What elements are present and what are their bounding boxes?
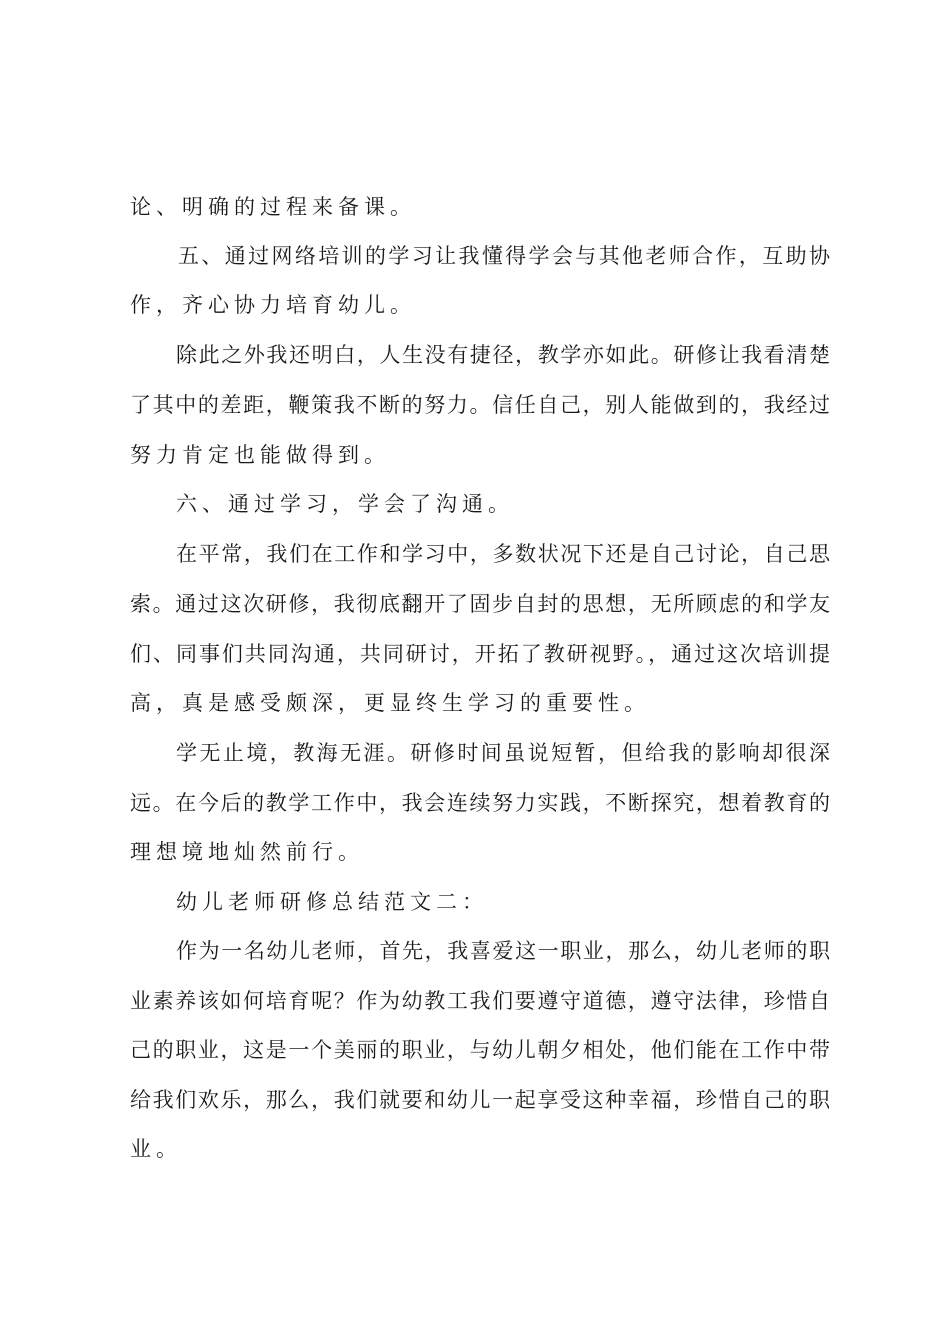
- text-line: 业素养该如何培育呢？作为幼教工我们要遵守道德，遵守法律，珍惜自: [130, 989, 830, 1013]
- text-line: 高，真是感受颇深，更显终生学习的重要性。: [130, 691, 650, 715]
- text-line: 们、同事们共同沟通，共同研讨，开拓了教研视野。，通过这次培训提: [130, 642, 830, 666]
- text-line: 业。: [130, 1137, 182, 1161]
- text-line: 作，齐心协力培育幼儿。: [130, 293, 416, 317]
- text-line: 作为一名幼儿老师，首先，我喜爱这一职业，那么，幼儿老师的职: [176, 939, 830, 963]
- text-line: 理想境地灿然前行。: [130, 840, 364, 864]
- text-line: 索。通过这次研修，我彻底翻开了固步自封的思想，无所顾虑的和学友: [130, 592, 830, 616]
- text-line: 论、明确的过程来备课。: [130, 195, 416, 219]
- section-heading: 六、通过学习，学会了沟通。: [176, 492, 514, 516]
- text-line: 除此之外我还明白，人生没有捷径，教学亦如此。研修让我看清楚: [176, 343, 830, 367]
- section-heading: 幼儿老师研修总结范文二：: [176, 890, 488, 914]
- text-line: 远。在今后的教学工作中，我会连续努力实践，不断探究，想着教育的: [130, 791, 830, 815]
- text-line: 己的职业，这是一个美丽的职业，与幼儿朝夕相处，他们能在工作中带: [130, 1038, 830, 1062]
- text-line: 努力肯定也能做得到。: [130, 443, 390, 467]
- text-line: 学无止境，教海无涯。研修时间虽说短暂，但给我的影响却很深: [176, 741, 830, 765]
- text-line: 给我们欢乐，那么，我们就要和幼儿一起享受这种幸福，珍惜自己的职: [130, 1088, 830, 1112]
- text-line: 了其中的差距，鞭策我不断的努力。信任自己，别人能做到的，我经过: [130, 393, 830, 417]
- text-line: 在平常，我们在工作和学习中，多数状况下还是自己讨论，自己思: [176, 542, 830, 566]
- text-line: 五、通过网络培训的学习让我懂得学会与其他老师合作，互助协: [178, 244, 830, 268]
